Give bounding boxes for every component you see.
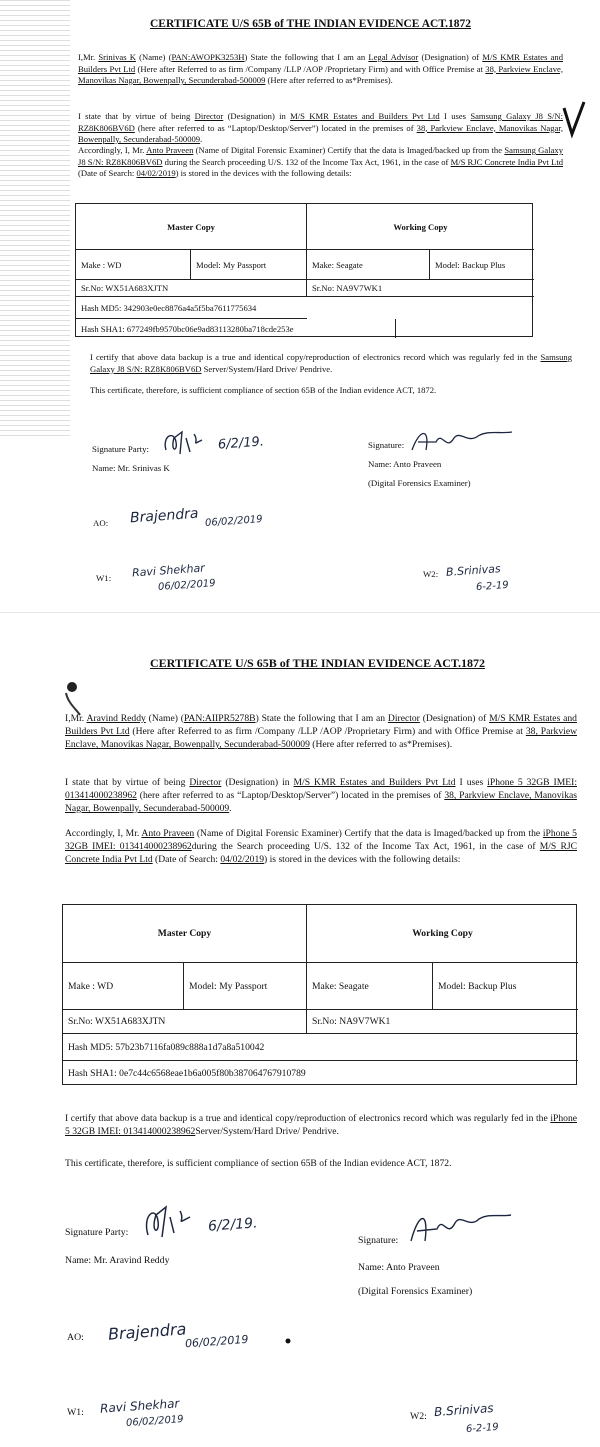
examiner-signature-label: Signature: xyxy=(368,440,405,450)
working-serial: Sr.No: NA9V7WK1 xyxy=(307,280,534,297)
device-id: Samsung Galaxy J8 S/N: RZ8K806BV6D xyxy=(90,352,572,374)
text: Accordingly, I, Mr. xyxy=(78,145,147,155)
certificate-page-2 xyxy=(0,635,600,1447)
w2-label: W2: xyxy=(423,569,439,579)
text: (Name) ( xyxy=(145,713,184,724)
working-serial: Sr.No: NA9V7WK1 xyxy=(307,1010,578,1034)
text: (Here after Referred to as firm /Company /LLP /AOP /Proprietary Firm) and with Office Premise at xyxy=(129,726,526,737)
examiner-name: Anto Praveen xyxy=(146,145,194,155)
compliance-statement: This certificate, therefore, is sufficient compliance of section 65B of the Indian evidence ACT, 1872. xyxy=(65,1158,452,1169)
scan-artifact xyxy=(0,0,70,440)
text: Server/System/Hard Drive/ Pendrive. xyxy=(195,1126,339,1137)
device-id: iPhone 5 32GB IMEI: 013414000238962 xyxy=(65,777,577,801)
certificate-title: CERTIFICATE U/S 65B of THE INDIAN EVIDENCE ACT.1872 xyxy=(150,656,485,670)
margin-check-mark xyxy=(560,100,588,140)
text: (Date of Search: xyxy=(78,168,137,178)
text: (Designation) of xyxy=(419,713,490,724)
case-name: M/S RJC Concrete India Pvt Ltd xyxy=(450,156,564,167)
signature-party-label: Signature Party: xyxy=(92,444,149,454)
text: during the Search proceeding U/S. 132 of the Income Tax Act, 1961, in the case of xyxy=(162,156,451,167)
premises-address: 38, Parkview Enclave, Manovikas Nagar, Bowenpally, Secunderabad-500009 xyxy=(65,726,578,750)
firm-name: M/S KMR Estates and Builders Pvt Ltd xyxy=(78,52,564,74)
text: (Here after referred to as*Premises). xyxy=(309,739,453,750)
master-model: Model: My Passport xyxy=(184,963,307,1010)
hash-sha1: Hash SHA1: 677249fb9570bc06e9ad83113280ba718cde253e xyxy=(76,319,396,338)
master-make: Make : WD xyxy=(63,963,184,1010)
ink-dot xyxy=(284,1337,292,1345)
party-signature-scribble xyxy=(160,428,220,458)
working-make: Make: Seagate xyxy=(307,250,430,280)
firm-name: M/S KMR Estates and Builders Pvt Ltd xyxy=(65,713,577,737)
premises-address: 38, Parkview Enclave, Manovikas Nagar, Bowenpally, Secunderabad-500009 xyxy=(65,790,577,814)
master-copy-header: Master Copy xyxy=(76,204,307,250)
master-serial: Sr.No: WX51A683XJTN xyxy=(63,1010,307,1034)
w2-date: 6-2-19 xyxy=(475,579,510,594)
w1-label: W1: xyxy=(96,573,112,583)
firm-name: M/S KMR Estates and Builders Pvt Ltd xyxy=(290,111,440,121)
text: (here after referred to as “Laptop/Desktop/Server”) located in the premises of xyxy=(134,122,417,133)
w2-signature: B.Srinivas xyxy=(433,1400,494,1420)
party-name: Name: Mr. Aravind Reddy xyxy=(65,1255,170,1266)
party-signature-date: 6/2/19. xyxy=(217,434,265,453)
premises-address: 38, Parkview Enclave, Manovikas Nagar, Bowenpally, Secunderabad-500009 xyxy=(78,63,563,85)
w1-label: W1: xyxy=(67,1407,84,1418)
examiner-signature-scribble xyxy=(408,424,518,456)
designation: Legal Advisor xyxy=(368,52,419,62)
text: (Date of Search: xyxy=(152,854,221,865)
party-signature-date: 6/2/19. xyxy=(207,1215,259,1235)
master-copy-header: Master Copy xyxy=(63,905,307,963)
w1-signature: Ravi Shekhar xyxy=(131,561,206,580)
working-copy-header: Working Copy xyxy=(307,905,578,963)
certification-paragraph xyxy=(90,352,572,375)
text: (Name of Digital Forensic Examiner) Certify that the data is Imaged/backed up from the xyxy=(194,828,543,839)
text: . xyxy=(229,803,232,814)
w1-signature: Ravi Shekhar xyxy=(99,1396,180,1416)
compliance-statement: This certificate, therefore, is sufficient compliance of section 65B of the Indian evidence ACT, 1872. xyxy=(90,385,437,395)
examiner-role: (Digital Forensics Examiner) xyxy=(358,1286,473,1297)
w2-signature: B.Srinivas xyxy=(445,562,502,579)
firm-name: M/S KMR Estates and Builders Pvt Ltd xyxy=(293,777,456,788)
w1-date: 06/02/2019 xyxy=(125,1414,184,1429)
master-serial: Sr.No: WX51A683XJTN xyxy=(76,280,307,297)
text: Accordingly, I, Mr. xyxy=(65,828,142,839)
master-make: Make : WD xyxy=(76,250,191,280)
ao-signature: Brajendra xyxy=(107,1319,187,1344)
designation: Director xyxy=(189,777,222,788)
ao-label: AO: xyxy=(93,518,109,528)
device-usage-paragraph xyxy=(78,111,563,146)
examiner-name: Name: Anto Praveen xyxy=(358,1262,440,1273)
text: . xyxy=(200,134,203,144)
text: I state that by virtue of being xyxy=(65,777,190,788)
w2-date: 6-2-19 xyxy=(465,1421,500,1436)
person-name: Srinivas K xyxy=(98,52,136,62)
certification-paragraph xyxy=(65,1112,577,1138)
text: I,Mr. xyxy=(78,52,99,62)
w2-label: W2: xyxy=(410,1411,427,1422)
person-name: Aravind Reddy xyxy=(86,713,146,724)
search-date: 04/02/2019 xyxy=(136,168,176,178)
examiner-role: (Digital Forensics Examiner) xyxy=(368,478,471,488)
text: (Designation) in xyxy=(223,111,291,121)
storage-details-table xyxy=(62,904,577,1085)
certificate-title: CERTIFICATE U/S 65B of THE INDIAN EVIDENCE ACT.1872 xyxy=(150,18,472,30)
device-id: Samsung Galaxy J8 S/N: RZ8K806BV6D xyxy=(78,111,563,133)
text: (here after referred to as “Laptop/Desktop/Server”) located in the premises of xyxy=(136,790,445,801)
examiner-name: Name: Anto Praveen xyxy=(368,459,442,469)
text: I certify that above data backup is a true and identical copy/reproduction of electronics record which was regularly fed in the xyxy=(65,1113,551,1124)
text: (Here after Referred to as firm /Company /LLP /AOP /Proprietary Firm) and with Office Premise at xyxy=(135,63,486,74)
party-signature-scribble xyxy=(140,1203,206,1243)
text: I uses xyxy=(439,111,471,121)
party-name: Name: Mr. Srinivas K xyxy=(92,463,170,473)
device-id: iPhone 5 32GB IMEI: 013414000238962 xyxy=(65,1113,577,1137)
hash-sha1: Hash SHA1: 0e7c44c6568eae1b6a005f80b387064767910789 xyxy=(68,1068,306,1079)
text: Server/System/Hard Drive/ Pendrive. xyxy=(201,363,333,374)
scan-speck xyxy=(58,657,88,717)
text: I,Mr. xyxy=(65,713,87,724)
designation: Director xyxy=(194,111,224,121)
pan-number: PAN:AWOPK3253H xyxy=(171,52,245,62)
search-date: 04/02/2019 xyxy=(220,854,265,865)
examiner-signature-label: Signature: xyxy=(358,1235,399,1246)
text: (Name of Digital Forensic Examiner) Certify that the data is Imaged/backed up from the xyxy=(193,145,505,155)
text: I uses xyxy=(455,777,488,788)
working-copy-header: Working Copy xyxy=(307,204,534,250)
text: (Designation) of xyxy=(418,52,483,62)
working-make: Make: Seagate xyxy=(307,963,433,1010)
storage-details-table xyxy=(75,203,533,337)
text: during the Search proceeding U/S. 132 of the Income Tax Act, 1961, in the case of xyxy=(191,841,540,852)
signature-party-label: Signature Party: xyxy=(65,1227,129,1238)
designation: Director xyxy=(387,713,420,724)
device-usage-paragraph xyxy=(65,776,577,815)
text: (Name) ( xyxy=(135,52,172,62)
certificate-page-1 xyxy=(0,0,600,612)
pan-number: PAN:AIIPR5278B xyxy=(183,713,256,724)
examiner-paragraph xyxy=(78,145,563,180)
text: ) State the following that I am an xyxy=(255,713,388,724)
ao-date: 06/02/2019 xyxy=(184,1332,249,1351)
hash-md5: Hash MD5: 342903e0ec8876a4a5f5ba7611775634 xyxy=(76,297,307,319)
master-model: Model: My Passport xyxy=(191,250,307,280)
working-model: Model: Backup Plus xyxy=(430,250,534,280)
premises-address: 38, Parkview Enclave, Manovikas Nagar, Bowenpally, Secunderabad-500009 xyxy=(78,122,563,144)
device-id: Samsung Galaxy J8 S/N: RZ8K806BV6D xyxy=(78,145,563,167)
page-separator xyxy=(0,612,600,637)
case-name: M/S RJC Concrete India Pvt Ltd xyxy=(65,841,577,865)
ao-label: AO: xyxy=(67,1332,84,1343)
ao-signature: Brajendra xyxy=(129,505,200,527)
working-model: Model: Backup Plus xyxy=(433,963,578,1010)
examiner-name: Anto Praveen xyxy=(141,828,195,839)
examiner-signature-scribble xyxy=(405,1205,515,1247)
text: I state that by virtue of being xyxy=(78,111,195,121)
text: ) State the following that I am an xyxy=(244,52,369,62)
text: (Here after referred to as*Premises). xyxy=(265,75,393,85)
examiner-paragraph xyxy=(65,827,577,866)
text: I certify that above data backup is a true and identical copy/reproduction of electronics record which was regularly fed in the xyxy=(90,352,541,362)
w1-date: 06/02/2019 xyxy=(157,578,216,593)
device-id: iPhone 5 32GB IMEI: 013414000238962 xyxy=(65,828,577,852)
text: ) is stored in the devices with the following details: xyxy=(264,854,461,865)
text: (Designation) in xyxy=(221,777,294,788)
statement-paragraph xyxy=(65,712,577,751)
hash-md5: Hash MD5: 57b23b7116fa089c888a1d7a8a510042 xyxy=(63,1034,578,1061)
text: ) is stored in the devices with the following details: xyxy=(175,168,352,178)
ao-date: 06/02/2019 xyxy=(204,514,263,529)
statement-paragraph xyxy=(78,52,563,87)
